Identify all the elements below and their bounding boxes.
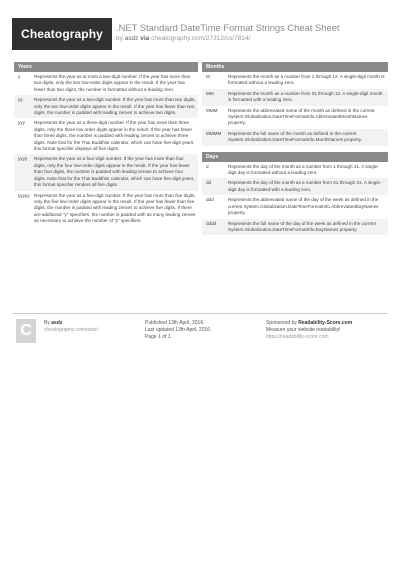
table-row — [202, 106, 388, 129]
table-row — [202, 162, 388, 179]
months-section — [202, 62, 388, 146]
table-row — [202, 89, 388, 106]
via-label: via — [140, 35, 150, 42]
footer-author-block — [44, 320, 98, 334]
table-row — [14, 154, 198, 190]
format-description: Represents the abbreviated name of the month as defined in the current System.Globalization.DateTimeFormatInfo.AbbreviatedMonthNames property. — [228, 107, 375, 126]
format-specifier: MMM — [206, 107, 218, 113]
footer-author-url[interactable]: cheatography.com/asdz/ — [44, 327, 99, 333]
days-section — [202, 152, 388, 236]
table-row — [202, 195, 388, 218]
table-row — [202, 72, 388, 89]
author-link[interactable]: asdz — [124, 35, 139, 42]
author-avatar[interactable]: C — [16, 319, 36, 343]
format-specifier: MM — [206, 90, 214, 96]
format-description: Represents the month as a number from 01 through 12. A single-digit month is formatted with a leading zero. — [228, 90, 383, 103]
format-specifier: dddd — [206, 220, 217, 226]
format-specifier: dd — [206, 180, 212, 186]
right-column — [202, 62, 388, 235]
format-description: Represents the year as a four-digit number. If the year has more than four digits, only the four low-order digits appear in the result. If the year has fewer than four digits, the number is padded with leading zeroes to achieve four digits. Note that for the Thai Buddhist calendar, which can have five-digit years, this format specifier renders all five digits. — [34, 156, 195, 188]
format-specifier: y — [18, 74, 21, 79]
years-section — [14, 62, 198, 227]
sponsor-url[interactable]: https://readability-score.com — [266, 334, 329, 340]
cheatography-logo[interactable]: Cheatography — [12, 18, 112, 50]
format-specifier: yyy — [18, 120, 25, 126]
table-row — [202, 219, 388, 236]
table-row — [14, 118, 198, 154]
table-row — [14, 191, 198, 227]
format-specifier: yyyy — [18, 156, 28, 162]
format-description: Represents the day of the month as a number from 01 through 31. A single-digit day is formatted with a leading zero. — [228, 180, 382, 192]
footer-dates-block — [145, 320, 211, 341]
updated-date: Last updated 13th April, 2016. — [145, 327, 212, 333]
months-heading: Months — [202, 62, 388, 72]
years-heading: Years — [14, 62, 198, 72]
format-description: Represents the full name of the day of the week as defined in the current System.Globalization.DateTimeFormatInfo.DayNames property. — [228, 220, 376, 232]
table-row — [14, 95, 198, 118]
footer-sponsor-block — [266, 320, 352, 341]
table-row — [202, 129, 388, 146]
table-row — [202, 178, 388, 195]
format-description: Represents the year as at most a two-digit number. If the year has more than two digits, only the two low-order digits appear in the result. If the year has fewer than two digits, the number is formatted without a leading zero. — [34, 74, 191, 92]
page-count: Page 1 of 1. — [145, 334, 172, 340]
format-specifier: d — [206, 163, 209, 169]
format-description: Represents the year as a two-digit number. If the year has more than two digits, only the two low-order digits appear in the result. If the year has fewer than two digits, the number is padded with leading zeroes to achieve two digits. — [34, 97, 196, 116]
format-description: Represents the month as a number from 1 through 12. A single-digit month is formatted without a leading zero. — [228, 74, 385, 86]
format-specifier: M — [206, 74, 210, 79]
footer-author-link[interactable]: asdz — [51, 320, 63, 326]
format-description: Represents the year as a five-digit number. If the year has more than five digits, only the five low-order digits appear in the result. If the year has fewer than five digits, the number is padded with leading zeroes to achieve five digits. If there are additional "y" specifiers, the number is padded with as many leading zeroes as necessary to achieve the number of "y" specifiers. — [34, 192, 196, 224]
format-specifier: ddd — [206, 197, 214, 203]
footer — [12, 313, 388, 347]
sponsor-label: Sponsored by — [266, 320, 297, 326]
format-description: Represents the day of the month as a number from 1 through 31. A single-digit day is formatted without a leading zero. — [228, 163, 379, 176]
format-specifier: MMMM — [206, 130, 222, 136]
format-specifier: yy — [18, 97, 23, 103]
sponsor-link[interactable]: Readability-Score.com — [298, 320, 353, 326]
format-specifier: yyyyy — [18, 192, 30, 198]
header — [12, 18, 388, 56]
format-description: Represents the year as a three-digit number. If the year has more than three digits, only the three low order digits appear in the result. If the year has fewer than three digits, the number is padded with leading zeroes to achieve three digits. Note that for the Thai Buddhist calendar, which can have five-digit years, this format specifier displays all five digits. — [34, 120, 195, 152]
table-row — [14, 72, 198, 95]
byline — [116, 35, 250, 42]
sponsor-tagline: Measure your website readability! — [266, 327, 341, 333]
published-date: Published 13th April, 2016. — [145, 320, 205, 326]
format-description: Represents the abbreviated name of the day of the week as defined in the current System.Globalization.DateTimeFormatInfo.AbbreviatedDayNames property. — [228, 197, 379, 216]
footer-by-label: By — [44, 320, 50, 326]
by-label: by — [116, 35, 123, 42]
page-title: .NET Standard DateTime Format Strings Cheat Sheet — [116, 22, 340, 33]
days-heading: Days — [202, 152, 388, 162]
format-description: Represents the full name of the month as defined in the current System.Globalization.DateTimeFormatInfo.MonthNames property. — [228, 130, 363, 143]
sheet-url-link[interactable]: cheatography.com/27312/cs/7814/ — [151, 35, 251, 42]
